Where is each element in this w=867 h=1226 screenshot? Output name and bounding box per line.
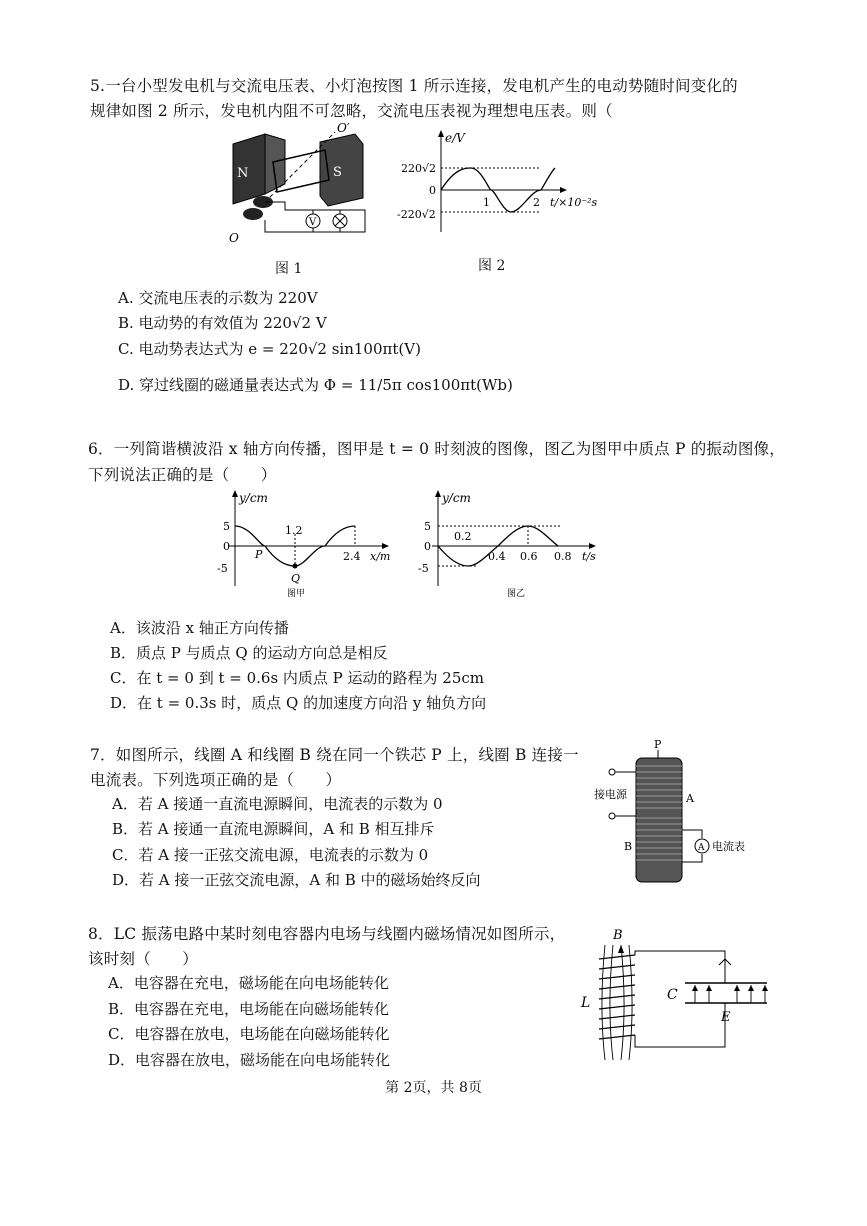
q5-fig1-voltmeter: V	[309, 217, 317, 228]
q6-option-b: B．质点 P 与质点 Q 的运动方向总是相反	[110, 644, 388, 662]
q6-stem-line1: 6．一列简谐横波沿 x 轴方向传播，图甲是 t = 0 时刻波的图像，图乙为图甲中质点 P 的振动图像，	[88, 440, 785, 458]
q8-stem-line2: 该时刻（ ）	[88, 950, 198, 968]
q5-fig1-n-label: N	[237, 166, 249, 181]
q6-figA-y5: 5	[223, 520, 230, 533]
q5-fig2-t2: 2	[533, 196, 540, 209]
q5-figure-2-emf-graph	[395, 128, 610, 238]
q5-figure-1-generator	[225, 122, 370, 247]
q6-figA-q-label: Q	[291, 572, 301, 585]
q7-option-a: A．若 A 接通一直流电源瞬间，电流表的示数为 0	[112, 795, 443, 813]
q8-option-b: B．电容器在充电，电场能在向磁场能转化	[108, 1000, 390, 1018]
q5-option-b: B. 电动势的有效值为 220√2 V	[118, 314, 327, 332]
q8-figure-lc-circuit	[575, 925, 775, 1065]
q6-figA-x24: 2.4	[343, 550, 361, 563]
q8-stem-line1: 8．LC 振荡电路中某时刻电容器内电场与线圈内磁场情况如图所示，	[88, 925, 566, 943]
q5-fig2-y-zero: 0	[429, 184, 436, 197]
q5-fig2-y-top: 220√2	[401, 162, 437, 175]
q6-option-a: A．该波沿 x 轴正方向传播	[110, 619, 289, 637]
q6-figA-caption: 图甲	[287, 589, 306, 598]
q6-figA-x12: 1.2	[285, 524, 303, 537]
q6-figB-y0: 0	[424, 540, 431, 553]
page-footer: 第 2页，共 8页	[385, 1080, 482, 1096]
q6-figB-x04: 0.4	[488, 550, 506, 563]
q6-figA-x-label: x/m	[370, 550, 391, 563]
q5-fig1-o-prime: O′	[337, 122, 350, 135]
q7-fig-p: P	[654, 738, 662, 751]
q7-fig-a: A	[686, 792, 694, 805]
q5-fig2-t1: 1	[483, 196, 490, 209]
q6-option-d: D．在 t = 0.3s 时，质点 Q 的加速度方向沿 y 轴负方向	[110, 694, 487, 712]
q6-figB-y5: 5	[424, 520, 431, 533]
q5-option-d: D. 穿过线圈的磁通量表达式为 Φ = 11/5π cos100πt(Wb)	[118, 376, 513, 394]
q5-fig2-caption: 图 2	[478, 258, 506, 274]
q6-figB-x06: 0.6	[520, 550, 538, 563]
q8-fig-c-label: C	[667, 987, 678, 1003]
q8-option-a: A．电容器在充电，磁场能在向电场能转化	[108, 974, 389, 992]
q6-figA-y-label: y/cm	[239, 491, 268, 505]
svg-text:A: A	[698, 843, 705, 853]
q8-option-c: C．电容器在放电，电场能在向磁场能转化	[108, 1025, 390, 1043]
q8-option-d: D．电容器在放电，磁场能在向电场能转化	[108, 1051, 391, 1069]
q6-option-c: C．在 t = 0 到 t = 0.6s 内质点 P 运动的路程为 25cm	[110, 669, 485, 687]
q7-option-b: B．若 A 接通一直流电源瞬间，A 和 B 相互排斥	[112, 820, 435, 838]
q8-fig-l-label: L	[581, 995, 591, 1011]
q5-option-c: C. 电动势表达式为 e = 220√2 sin100πt(V)	[118, 340, 421, 358]
q5-fig1-o: O	[229, 231, 239, 245]
q6-figA-y0: 0	[223, 540, 230, 553]
q5-stem-line1: 5.一台小型发电机与交流电压表、小灯泡按图 1 所示连接，发电机产生的电动势随时间变化的	[90, 77, 738, 95]
q7-fig-b: B	[624, 840, 633, 853]
q6-figB-y-label: y/cm	[442, 491, 471, 505]
q5-fig2-y-bottom: -220√2	[397, 208, 436, 221]
q8-fig-b-label: B	[613, 928, 623, 943]
q5-fig1-s-label: S	[333, 165, 342, 180]
q6-figA-yneg5: -5	[217, 562, 228, 575]
q7-option-c: C．若 A 接一正弦交流电源，电流表的示数为 0	[112, 846, 429, 864]
q6-figB-yneg5: -5	[418, 562, 429, 575]
q7-stem-line1: 7．如图所示，线圈 A 和线圈 B 绕在同一个铁芯 P 上，线圈 B 连接一	[90, 746, 579, 764]
q7-option-d: D．若 A 接一正弦交流电源，A 和 B 中的磁场始终反向	[112, 871, 481, 889]
q6-figure-a-wave	[215, 488, 405, 598]
q6-figB-x08: 0.8	[554, 550, 572, 563]
q6-figA-p-label: P	[255, 548, 263, 561]
q8-fig-e-label: E	[721, 1010, 731, 1025]
q5-fig2-x-label: t/×10⁻²s	[550, 196, 598, 209]
q6-stem-line2: 下列说法正确的是（ ）	[88, 466, 277, 484]
q6-figB-x-label: t/s	[582, 550, 596, 563]
q5-fig2-y-label: e/V	[445, 131, 465, 145]
q7-fig-ammeter: 电流表	[712, 840, 745, 853]
q7-fig-source: 接电源	[594, 788, 627, 801]
q6-figure-b-vibration	[412, 488, 612, 598]
q5-fig1-caption: 图 1	[275, 261, 303, 277]
q6-figB-x02: 0.2	[454, 530, 472, 543]
q6-figB-caption: 图乙	[507, 589, 526, 598]
q5-stem-line2: 规律如图 2 所示，发电机内阻不可忽略，交流电压表视为理想电压表。则（	[90, 102, 613, 120]
q7-stem-line2: 电流表。下列选项正确的是（ ）	[90, 771, 342, 789]
q5-option-a: A. 交流电压表的示数为 220V	[118, 289, 318, 307]
q7-figure-coils	[590, 738, 775, 888]
